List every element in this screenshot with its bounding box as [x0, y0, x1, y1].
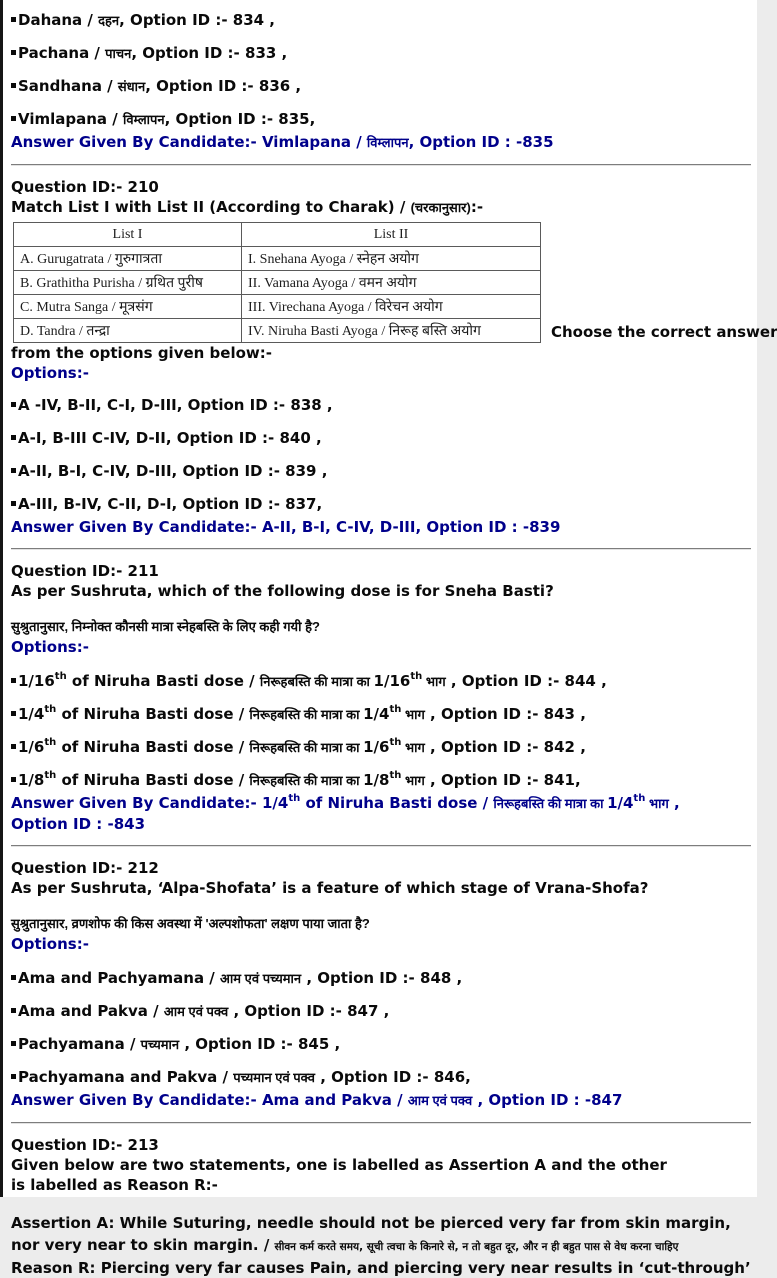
- option-fraction: 1/6: [18, 738, 45, 756]
- option-fraction-hi: 1/16: [373, 672, 411, 690]
- option-row: [11, 108, 753, 130]
- option-row: [11, 1000, 753, 1022]
- answer-text-hi: आम एवं पक्व: [407, 1093, 473, 1108]
- option-row: [11, 75, 753, 97]
- question-block-210: [11, 177, 777, 537]
- section-separator: [11, 1122, 751, 1124]
- option-row: [11, 9, 753, 31]
- option-row: [11, 493, 753, 515]
- assertion-text-hi: सीवन कर्म करते समय, सूची त्वचा के किनारे से, न तो बहुत दूर, और न ही बहुत पास से वेध करना चाहिए: [274, 1241, 679, 1253]
- option-row: [11, 670, 753, 692]
- option-id-text: , Option ID :- 844 ,: [445, 672, 607, 690]
- option-row: [11, 460, 753, 482]
- table-cell: C. Mutra Sanga / मूत्रसंग: [14, 295, 242, 319]
- ordinal-superscript: th: [389, 736, 402, 748]
- table-header-cell: List I: [14, 223, 242, 247]
- bullet-square-icon: [11, 17, 16, 22]
- bullet-square-icon: [11, 678, 16, 683]
- option-text-hi: निरूहबस्ति की मात्रा का: [249, 707, 364, 722]
- option-id-text: , Option ID :- 845 ,: [179, 1035, 341, 1053]
- question-id: Question ID:- 211: [11, 562, 159, 580]
- ordinal-superscript: th: [389, 703, 402, 715]
- assertion-text-en: Assertion A: While Suturing, needle should not be pierced very far from skin margin, nor very near to skin margin. /: [11, 1214, 731, 1254]
- question-text: [11, 197, 753, 218]
- answer-tail: ,: [668, 794, 680, 812]
- option-text: A-II, B-I, C-IV, D-III, Option ID :- 839 ,: [18, 462, 328, 480]
- table-cell: B. Grathitha Purisha / ग्रथित पुरीष: [14, 271, 242, 295]
- match-list-table: [13, 222, 541, 343]
- ordinal-superscript: th: [54, 670, 67, 682]
- candidate-answer-line: Answer Given By Candidate:- A-II, B-I, C-IV, D-III, Option ID : -839: [11, 518, 561, 536]
- option-row: [11, 42, 753, 64]
- option-row: [11, 1033, 753, 1055]
- options-label: Options:-: [11, 364, 89, 382]
- question-block-209: [11, 9, 753, 153]
- bullet-square-icon: [11, 501, 16, 506]
- option-fraction: 1/8: [18, 771, 45, 789]
- option-text-en: Pachyamana /: [18, 1035, 141, 1053]
- answer-label: Answer Given By Candidate:-: [11, 133, 262, 151]
- answer-option-id: , Option ID : -835: [408, 133, 554, 151]
- option-text-hi: दहन: [98, 13, 120, 28]
- section-separator: [11, 164, 751, 166]
- option-text-en: of Niruha Basti dose /: [56, 705, 250, 723]
- option-text-en: Pachyamana and Pakva /: [18, 1068, 234, 1086]
- options-label: Options:-: [11, 638, 89, 656]
- question-block-212: [11, 858, 753, 1111]
- ordinal-superscript: th: [410, 670, 423, 682]
- question-text-hi: सुश्रुतानुसार, निम्नोक्त कौनसी मात्रा स्नेहबस्ति के लिए कही गयी है?: [11, 619, 320, 634]
- bullet-square-icon: [11, 1008, 16, 1013]
- table-cell: III. Virechana Ayoga / विरेचन अयोग: [242, 295, 541, 319]
- option-id-text: , Option ID :- 835,: [164, 110, 316, 128]
- question-text-en: Match List I with List II (According to Charak) /: [11, 198, 411, 216]
- question-text-en: As per Sushruta, which of the following dose is for Sneha Basti?: [11, 582, 554, 600]
- option-id-text: , Option ID :- 833 ,: [131, 44, 288, 62]
- bullet-square-icon: [11, 435, 16, 440]
- option-id-text: , Option ID :- 841,: [424, 771, 581, 789]
- option-fraction-hi: 1/4: [363, 705, 390, 723]
- bullet-square-icon: [11, 116, 16, 121]
- option-text-hi: निरूहबस्ति की मात्रा का: [259, 674, 374, 689]
- ordinal-superscript: th: [44, 736, 57, 748]
- answer-text-hi: निरूहबस्ति की मात्रा का: [493, 796, 608, 811]
- option-id-text: , Option ID :- 836 ,: [145, 77, 302, 95]
- question-text-tail: :-: [470, 198, 484, 216]
- question-text-hi: (चरकानुसार): [410, 200, 471, 215]
- option-row: [11, 394, 753, 416]
- option-text-hi-part: भाग: [422, 674, 446, 689]
- question-id: Question ID:- 212: [11, 859, 159, 877]
- option-text-hi: पाचन: [105, 46, 132, 61]
- option-id-text: , Option ID :- 847 ,: [228, 1002, 390, 1020]
- option-text-en: of Niruha Basti dose /: [66, 672, 260, 690]
- bullet-square-icon: [11, 1074, 16, 1079]
- table-cell: I. Snehana Ayoga / स्नेहन अयोग: [242, 247, 541, 271]
- option-row: [11, 1066, 753, 1088]
- option-fraction-hi: 1/6: [363, 738, 390, 756]
- option-text-hi: आम एवं पच्यमान: [220, 971, 302, 986]
- question-id: Question ID:- 213: [11, 1136, 159, 1154]
- candidate-answer-line: [11, 1090, 753, 1111]
- reason-text: Reason R: Piercing very far causes Pain, and piercing very near results in ‘cut-through’: [11, 1259, 751, 1277]
- candidate-answer-line2: Option ID : -843: [11, 815, 146, 833]
- answer-fraction: 1/4: [261, 794, 289, 812]
- answer-text-hi: विम्लापन: [366, 135, 409, 150]
- answer-option-id: , Option ID : -847: [472, 1091, 623, 1109]
- answer-label: Answer Given By Candidate:-: [11, 794, 262, 812]
- answer-text-en: of Niruha Basti dose /: [300, 794, 494, 812]
- bullet-square-icon: [11, 402, 16, 407]
- question-intro-line2: is labelled as Reason R:-: [11, 1176, 218, 1194]
- option-text-en: Dahana /: [18, 11, 99, 29]
- option-text-en: Pachana /: [18, 44, 106, 62]
- question-id: Question ID:- 210: [11, 178, 159, 196]
- bullet-square-icon: [11, 711, 16, 716]
- bullet-square-icon: [11, 975, 16, 980]
- option-row: [11, 427, 753, 449]
- table-row: [14, 271, 541, 295]
- option-id-text: , Option ID :- 843 ,: [424, 705, 586, 723]
- choose-answer-continuation: from the options given below:-: [11, 344, 272, 362]
- option-text-hi-part: भाग: [401, 740, 425, 755]
- option-id-text: , Option ID :- 846,: [315, 1068, 471, 1086]
- answer-text-hi-part: भाग: [645, 796, 669, 811]
- options-label: Options:-: [11, 935, 89, 953]
- option-id-text: , Option ID :- 842 ,: [424, 738, 586, 756]
- bullet-square-icon: [11, 50, 16, 55]
- option-id-text: , Option ID :- 834 ,: [119, 11, 275, 29]
- answer-text-en: Vimlapana /: [261, 133, 367, 151]
- option-text-hi-part: भाग: [401, 773, 425, 788]
- table-row: [14, 295, 541, 319]
- ordinal-superscript: th: [44, 769, 57, 781]
- answer-label: Answer Given By Candidate:-: [11, 1091, 262, 1109]
- bullet-square-icon: [11, 744, 16, 749]
- option-text-en: of Niruha Basti dose /: [56, 771, 250, 789]
- table-header-row: [14, 223, 541, 247]
- bullet-square-icon: [11, 1041, 16, 1046]
- table-cell: II. Vamana Ayoga / वमन अयोग: [242, 271, 541, 295]
- option-row: [11, 769, 753, 791]
- option-text-en: Ama and Pakva /: [18, 1002, 164, 1020]
- ordinal-superscript: th: [44, 703, 57, 715]
- option-text-hi-part: भाग: [401, 707, 425, 722]
- question-intro-line1: Given below are two statements, one is labelled as Assertion A and the other: [11, 1156, 667, 1174]
- option-text-hi: पच्यमान: [140, 1037, 180, 1052]
- answer-text-en: Ama and Pakva /: [261, 1091, 408, 1109]
- table-cell: D. Tandra / तन्द्रा: [14, 319, 242, 343]
- option-text: A -IV, B-II, C-I, D-III, Option ID :- 838 ,: [18, 396, 333, 414]
- table-cell: A. Gurugatrata / गुरुगात्रता: [14, 247, 242, 271]
- bullet-square-icon: [11, 83, 16, 88]
- option-id-text: , Option ID :- 848 ,: [301, 969, 463, 987]
- choose-answer-text: Choose the correct answer: [551, 323, 777, 341]
- option-text-hi: संधान: [117, 79, 146, 94]
- ordinal-superscript: th: [288, 792, 301, 804]
- section-separator: [11, 548, 751, 550]
- table-cell: IV. Niruha Basti Ayoga / निरूह बस्ति अयोग: [242, 319, 541, 343]
- option-row: [11, 967, 753, 989]
- option-text-hi: विम्लापन: [122, 112, 165, 127]
- option-text-hi: निरूहबस्ति की मात्रा का: [249, 773, 364, 788]
- question-block-213: [11, 1135, 753, 1278]
- table-row: [14, 247, 541, 271]
- assertion-paragraph: [11, 1212, 753, 1258]
- answer-fraction-hi: 1/4: [607, 794, 634, 812]
- option-text-en: Ama and Pachyamana /: [18, 969, 221, 987]
- option-text: A-I, B-III C-IV, D-II, Option ID :- 840 ,: [18, 429, 322, 447]
- option-fraction-hi: 1/8: [363, 771, 390, 789]
- candidate-answer-line: [11, 132, 753, 153]
- bullet-square-icon: [11, 777, 16, 782]
- option-row: [11, 703, 753, 725]
- option-text-en: Sandhana /: [18, 77, 118, 95]
- question-block-211: [11, 561, 753, 834]
- option-row: [11, 736, 753, 758]
- option-text-hi: आम एवं पक्व: [163, 1004, 229, 1019]
- bullet-square-icon: [11, 468, 16, 473]
- ordinal-superscript: th: [633, 792, 646, 804]
- ordinal-superscript: th: [389, 769, 402, 781]
- table-header-cell: List II: [242, 223, 541, 247]
- table-and-choose-row: [11, 218, 777, 343]
- section-separator: [11, 845, 751, 847]
- option-text-en: Vimlapana /: [18, 110, 123, 128]
- option-fraction: 1/16: [18, 672, 55, 690]
- question-text-hi: सुश्रुतानुसार, व्रणशोफ की किस अवस्था में 'अल्पशोफता' लक्षण पाया जाता है?: [11, 916, 370, 931]
- option-text-hi: पच्यमान एवं पक्व: [233, 1070, 316, 1085]
- option-text-en: of Niruha Basti dose /: [56, 738, 250, 756]
- option-text-hi: निरूहबस्ति की मात्रा का: [249, 740, 364, 755]
- option-text: A-III, B-IV, C-II, D-I, Option ID :- 837,: [18, 495, 323, 513]
- option-fraction: 1/4: [18, 705, 45, 723]
- table-row: [14, 319, 541, 343]
- candidate-answer-line: [11, 793, 753, 814]
- question-text-en: As per Sushruta, ‘Alpa-Shofata’ is a feature of which stage of Vrana-Shofa?: [11, 879, 649, 897]
